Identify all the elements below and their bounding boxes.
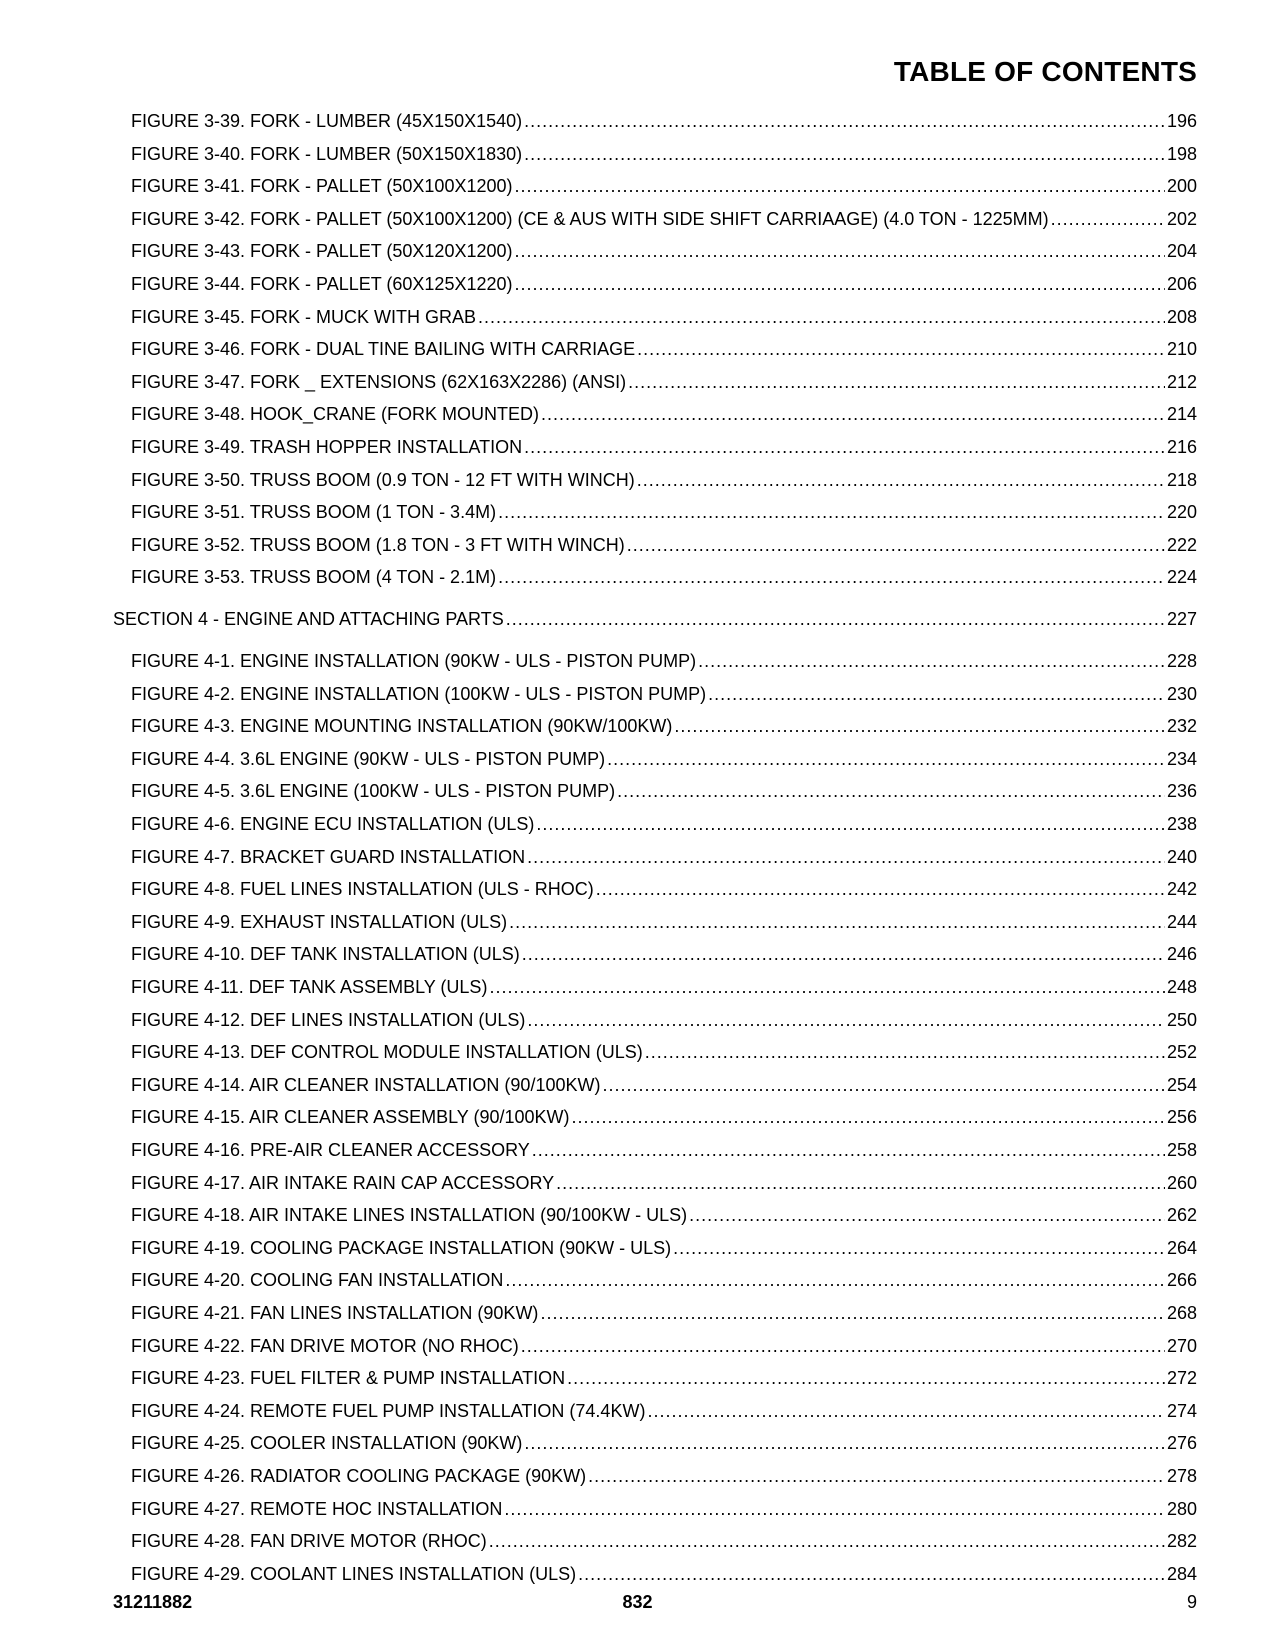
toc-figure-entry[interactable] — [131, 534, 1197, 556]
toc-entry-page: 208 — [1166, 307, 1197, 327]
toc-entry-page: 264 — [1166, 1238, 1197, 1258]
toc-figure-entry[interactable] — [131, 338, 1197, 360]
toc-entry-page: 246 — [1166, 944, 1197, 964]
toc-entry-title: FIGURE 4-10. DEF TANK INSTALLATION (ULS) — [131, 944, 520, 964]
toc-dot-leader — [498, 501, 1165, 523]
toc-dot-leader — [489, 1530, 1165, 1552]
toc-dot-leader — [515, 273, 1165, 295]
center-number: 832 — [622, 1592, 653, 1612]
toc-entry-page: 240 — [1166, 847, 1197, 867]
toc-entry-page: 268 — [1166, 1303, 1197, 1323]
toc-entry-title: FIGURE 3-44. FORK - PALLET (60X125X1220) — [131, 274, 513, 294]
toc-entry-title: SECTION 4 - ENGINE AND ATTACHING PARTS — [113, 609, 504, 629]
toc-entry-title: FIGURE 3-45. FORK - MUCK WITH GRAB — [131, 307, 477, 327]
toc-entry-title: FIGURE 4-12. DEF LINES INSTALLATION (ULS) — [131, 1010, 526, 1030]
page-number: 9 — [1186, 1592, 1197, 1612]
toc-figure-entry[interactable] — [131, 911, 1197, 933]
toc-entry-page: 218 — [1166, 470, 1197, 490]
toc-entry-title: FIGURE 4-11. DEF TANK ASSEMBLY (ULS) — [131, 977, 488, 997]
toc-dot-leader — [708, 683, 1165, 705]
toc-dot-leader — [578, 1563, 1165, 1585]
toc-figure-entry[interactable] — [131, 1465, 1197, 1487]
toc-entry-page: 228 — [1166, 651, 1197, 671]
toc-dot-leader — [521, 1335, 1165, 1357]
toc-dot-leader — [504, 1498, 1165, 1520]
toc-entry-title: FIGURE 4-14. AIR CLEANER INSTALLATION (90/100KW) — [131, 1075, 601, 1095]
toc-figure-entry[interactable] — [131, 878, 1197, 900]
toc-dot-leader — [527, 1009, 1165, 1031]
toc-entry-page: 210 — [1166, 339, 1197, 359]
toc-dot-leader — [524, 110, 1165, 132]
toc-figure-entry[interactable] — [131, 1335, 1197, 1357]
toc-entry-page: 234 — [1166, 749, 1197, 769]
toc-figure-entry[interactable] — [131, 813, 1197, 835]
toc-figure-entry[interactable] — [131, 1302, 1197, 1324]
toc-entry-title: FIGURE 4-25. COOLER INSTALLATION (90KW) — [131, 1433, 523, 1453]
toc-entry-page: 196 — [1166, 111, 1197, 131]
toc-entry-page: 204 — [1166, 241, 1197, 261]
toc-entry-title: FIGURE 4-17. AIR INTAKE RAIN CAP ACCESSORY — [131, 1173, 555, 1193]
toc-entry-title: FIGURE 4-24. REMOTE FUEL PUMP INSTALLATION (74.4KW) — [131, 1401, 646, 1421]
toc-figure-entry[interactable] — [131, 110, 1197, 132]
toc-entry-title: FIGURE 4-18. AIR INTAKE LINES INSTALLATION (90/100KW - ULS) — [131, 1205, 688, 1225]
toc-figure-entry[interactable] — [131, 208, 1197, 230]
toc-dot-leader — [527, 846, 1165, 868]
toc-figure-entry[interactable] — [131, 1367, 1197, 1389]
toc-dot-leader — [647, 1400, 1165, 1422]
toc-figure-entry[interactable] — [131, 780, 1197, 802]
toc-entry-page: 270 — [1166, 1336, 1197, 1356]
toc-dot-leader — [532, 1139, 1165, 1161]
toc-entry-title: FIGURE 4-22. FAN DRIVE MOTOR (NO RHOC) — [131, 1336, 519, 1356]
toc-dot-leader — [524, 436, 1165, 458]
toc-dot-leader — [567, 1367, 1165, 1389]
toc-figure-entry[interactable] — [131, 1563, 1197, 1585]
toc-figure-entry[interactable] — [131, 175, 1197, 197]
toc-entry-page: 248 — [1166, 977, 1197, 997]
toc-entry-title: FIGURE 4-9. EXHAUST INSTALLATION (ULS) — [131, 912, 508, 932]
toc-entry-page: 278 — [1166, 1466, 1197, 1486]
toc-figure-entry[interactable] — [131, 715, 1197, 737]
toc-entry-title: FIGURE 3-46. FORK - DUAL TINE BAILING WITH CARRIAGE — [131, 339, 636, 359]
toc-entry-title: FIGURE 3-48. HOOK_CRANE (FORK MOUNTED) — [131, 404, 540, 424]
toc-dot-leader — [498, 566, 1165, 588]
toc-entry-page: 230 — [1166, 684, 1197, 704]
toc-entry-title: FIGURE 3-50. TRUSS BOOM (0.9 TON - 12 FT WITH WINCH) — [131, 470, 635, 490]
toc-entry-title: FIGURE 4-21. FAN LINES INSTALLATION (90KW) — [131, 1303, 539, 1323]
toc-dot-leader — [1051, 208, 1165, 230]
toc-entry-page: 224 — [1166, 567, 1197, 587]
toc-entry-title: FIGURE 4-5. 3.6L ENGINE (100KW - ULS - PISTON PUMP) — [131, 781, 616, 801]
toc-dot-leader — [541, 403, 1165, 425]
toc-figure-entry[interactable] — [131, 371, 1197, 393]
toc-figure-entry[interactable] — [131, 501, 1197, 523]
toc-entry-page: 206 — [1166, 274, 1197, 294]
toc-entry-title: FIGURE 3-39. FORK - LUMBER (45X150X1540) — [131, 111, 523, 131]
toc-dot-leader — [698, 650, 1165, 672]
toc-figure-entry[interactable] — [131, 306, 1197, 328]
toc-entry-title: FIGURE 4-1. ENGINE INSTALLATION (90KW - ULS - PISTON PUMP) — [131, 651, 697, 671]
toc-entry-title: FIGURE 3-52. TRUSS BOOM (1.8 TON - 3 FT WITH WINCH) — [131, 535, 625, 555]
toc-entry-title: FIGURE 4-6. ENGINE ECU INSTALLATION (ULS) — [131, 814, 535, 834]
toc-figure-entry[interactable] — [131, 1498, 1197, 1520]
toc-entry-page: 202 — [1166, 209, 1197, 229]
toc-entry-page: 252 — [1166, 1042, 1197, 1062]
toc-entry-title: FIGURE 4-28. FAN DRIVE MOTOR (RHOC) — [131, 1531, 487, 1551]
toc-entry-page: 272 — [1166, 1368, 1197, 1388]
toc-entry-page: 262 — [1166, 1205, 1197, 1225]
toc-dot-leader — [515, 240, 1165, 262]
toc-figure-entry[interactable] — [131, 1269, 1197, 1291]
toc-dot-leader — [522, 943, 1165, 965]
toc-figure-entry[interactable] — [131, 143, 1197, 165]
toc-entry-page: 198 — [1166, 144, 1197, 164]
toc-entry-page: 282 — [1166, 1531, 1197, 1551]
toc-dot-leader — [505, 1269, 1165, 1291]
toc-figure-entry[interactable] — [131, 1074, 1197, 1096]
toc-entry-page: 276 — [1166, 1433, 1197, 1453]
toc-entry-title: FIGURE 4-15. AIR CLEANER ASSEMBLY (90/100KW) — [131, 1107, 570, 1127]
toc-figure-entry[interactable] — [131, 273, 1197, 295]
toc-entry-page: 236 — [1166, 781, 1197, 801]
toc-entry-title: FIGURE 3-51. TRUSS BOOM (1 TON - 3.4M) — [131, 502, 497, 522]
toc-figure-entry[interactable] — [131, 566, 1197, 588]
toc-entry-title: FIGURE 4-26. RADIATOR COOLING PACKAGE (90KW) — [131, 1466, 587, 1486]
toc-entry-page: 232 — [1166, 716, 1197, 736]
toc-entry-title: FIGURE 4-29. COOLANT LINES INSTALLATION (ULS) — [131, 1564, 577, 1584]
toc-figure-entry[interactable] — [131, 1041, 1197, 1063]
page-title: TABLE OF CONTENTS — [893, 56, 1197, 87]
toc-dot-leader — [572, 1106, 1165, 1128]
toc-entry-page: 280 — [1166, 1499, 1197, 1519]
toc-figure-entry[interactable] — [131, 469, 1197, 491]
toc-figure-entry[interactable] — [131, 436, 1197, 458]
toc-dot-leader — [637, 338, 1165, 360]
toc-entry-page: 216 — [1166, 437, 1197, 457]
toc-entry-page: 258 — [1166, 1140, 1197, 1160]
toc-figure-entry[interactable] — [131, 650, 1197, 672]
toc-entry-page: 260 — [1166, 1173, 1197, 1193]
toc-figure-entry[interactable] — [131, 1204, 1197, 1226]
toc-entry-page: 227 — [1166, 609, 1197, 629]
toc-entry-page: 222 — [1166, 535, 1197, 555]
toc-dot-leader — [689, 1204, 1165, 1226]
toc-dot-leader — [602, 1074, 1164, 1096]
toc-figure-entry[interactable] — [131, 943, 1197, 965]
toc-figure-entry[interactable] — [131, 1172, 1197, 1194]
toc-entry-title: FIGURE 3-43. FORK - PALLET (50X120X1200) — [131, 241, 513, 261]
toc-entry-title: FIGURE 3-41. FORK - PALLET (50X100X1200) — [131, 176, 513, 196]
toc-entry-page: 200 — [1166, 176, 1197, 196]
toc-figure-entry[interactable] — [131, 1106, 1197, 1128]
toc-figure-entry[interactable] — [131, 403, 1197, 425]
toc-figure-entry[interactable] — [131, 1237, 1197, 1259]
toc-entry-title: FIGURE 3-53. TRUSS BOOM (4 TON - 2.1M) — [131, 567, 497, 587]
toc-entry-title: FIGURE 4-3. ENGINE MOUNTING INSTALLATION (90KW/100KW) — [131, 716, 673, 736]
toc-entry-title: FIGURE 4-19. COOLING PACKAGE INSTALLATION (90KW - ULS) — [131, 1238, 672, 1258]
toc-entry-page: 254 — [1166, 1075, 1197, 1095]
toc-entry-title: FIGURE 3-47. FORK _ EXTENSIONS (62X163X2286) (ANSI) — [131, 372, 627, 392]
toc-entry-page: 256 — [1166, 1107, 1197, 1127]
toc-entry-title: FIGURE 3-40. FORK - LUMBER (50X150X1830) — [131, 144, 523, 164]
toc-entry-title: FIGURE 3-42. FORK - PALLET (50X100X1200) (CE & AUS WITH SIDE SHIFT CARRIAAGE) (4.0 TON - 1225MM) — [131, 209, 1049, 229]
toc-dot-leader — [645, 1041, 1165, 1063]
toc-figure-entry[interactable] — [131, 1009, 1197, 1031]
toc-dot-leader — [627, 534, 1165, 556]
toc-entry-title: FIGURE 4-8. FUEL LINES INSTALLATION (ULS - RHOC) — [131, 879, 594, 899]
toc-dot-leader — [628, 371, 1165, 393]
toc-dot-leader — [509, 911, 1165, 933]
toc-entry-title: FIGURE 4-4. 3.6L ENGINE (90KW - ULS - PISTON PUMP) — [131, 749, 606, 769]
toc-entry-page: 220 — [1166, 502, 1197, 522]
toc-entry-page: 250 — [1166, 1010, 1197, 1030]
document-number: 31211882 — [113, 1592, 193, 1612]
toc-entry-page: 212 — [1166, 372, 1197, 392]
toc-dot-leader — [674, 715, 1165, 737]
toc-dot-leader — [489, 976, 1165, 998]
toc-dot-leader — [556, 1172, 1165, 1194]
toc-entry-title: FIGURE 4-7. BRACKET GUARD INSTALLATION — [131, 847, 526, 867]
toc-dot-leader — [540, 1302, 1165, 1324]
toc-entry-page: 214 — [1166, 404, 1197, 424]
toc-dot-leader — [506, 608, 1165, 630]
toc-entry-page: 274 — [1166, 1401, 1197, 1421]
toc-entry-page: 284 — [1166, 1564, 1197, 1584]
toc-entry-title: FIGURE 4-2. ENGINE INSTALLATION (100KW - ULS - PISTON PUMP) — [131, 684, 707, 704]
toc-figure-entry[interactable] — [131, 1432, 1197, 1454]
toc-entry-title: FIGURE 4-16. PRE-AIR CLEANER ACCESSORY — [131, 1140, 530, 1160]
toc-dot-leader — [596, 878, 1165, 900]
toc-figure-entry[interactable] — [131, 748, 1197, 770]
toc-dot-leader — [515, 175, 1165, 197]
toc-figure-entry[interactable] — [131, 1400, 1197, 1422]
toc-dot-leader — [607, 748, 1165, 770]
toc-figure-entry[interactable] — [131, 1139, 1197, 1161]
toc-dot-leader — [524, 143, 1165, 165]
toc-section-entry[interactable] — [113, 608, 1197, 630]
toc-figure-entry[interactable] — [131, 240, 1197, 262]
toc-entry-title: FIGURE 3-49. TRASH HOPPER INSTALLATION — [131, 437, 523, 457]
toc-entry-page: 238 — [1166, 814, 1197, 834]
toc-entry-title: FIGURE 4-13. DEF CONTROL MODULE INSTALLATION (ULS) — [131, 1042, 643, 1062]
toc-dot-leader — [536, 813, 1165, 835]
toc-dot-leader — [617, 780, 1165, 802]
toc-entry-title: FIGURE 4-20. COOLING FAN INSTALLATION — [131, 1270, 504, 1290]
toc-dot-leader — [478, 306, 1165, 328]
toc-dot-leader — [637, 469, 1165, 491]
toc-entry-page: 242 — [1166, 879, 1197, 899]
toc-entry-title: FIGURE 4-27. REMOTE HOC INSTALLATION — [131, 1499, 503, 1519]
toc-entry-title: FIGURE 4-23. FUEL FILTER & PUMP INSTALLATION — [131, 1368, 566, 1388]
toc-dot-leader — [673, 1237, 1165, 1259]
toc-figure-entry[interactable] — [131, 683, 1197, 705]
toc-figure-entry[interactable] — [131, 1530, 1197, 1552]
toc-figure-entry[interactable] — [131, 976, 1197, 998]
toc-figure-entry[interactable] — [131, 846, 1197, 868]
toc-entry-page: 266 — [1166, 1270, 1197, 1290]
toc-dot-leader — [524, 1432, 1165, 1454]
toc-dot-leader — [588, 1465, 1165, 1487]
toc-entry-page: 244 — [1166, 912, 1197, 932]
